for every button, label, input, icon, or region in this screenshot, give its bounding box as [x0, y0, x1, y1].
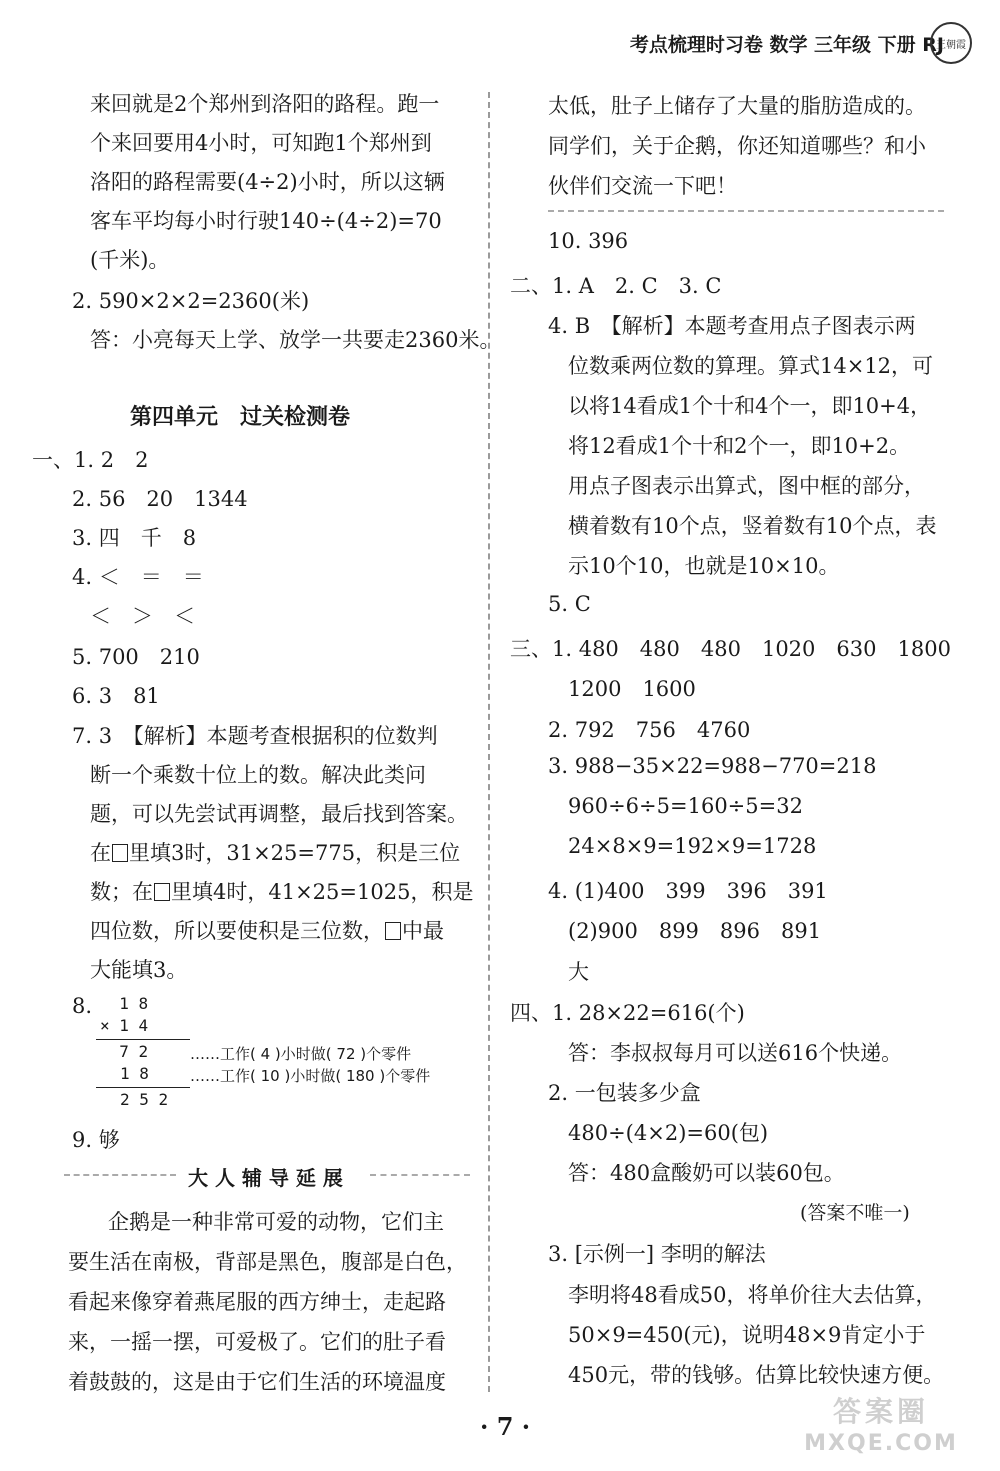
column-divider	[488, 92, 490, 1392]
text-line: 50×9=450(元)，说明48×9肯定小于	[568, 1323, 926, 1347]
answer-line: 1200 1600	[568, 677, 696, 701]
answer-line: 24×8×9=192×9=1728	[568, 834, 817, 858]
answer-line: 2. 56 20 1344	[72, 487, 248, 511]
note-line: (答案不唯一)	[800, 1202, 910, 1224]
answer-line: 5. C	[548, 592, 591, 616]
extension-title: 大 人 辅 导 延 展	[188, 1166, 343, 1190]
publisher-logo: 王朝霞	[930, 22, 972, 64]
section-title: 第四单元 过关检测卷	[130, 405, 351, 430]
text-line: 太低，肚子上储存了大量的脂肪造成的。	[548, 94, 926, 118]
partial-product-row: 1 8	[120, 1064, 149, 1083]
answer-line: 10. 396	[548, 229, 629, 253]
answer-line: 二、1. A 2. C 3. C	[510, 274, 722, 298]
text-line: 洛阳的路程需要(4÷2)小时，所以这辆	[90, 170, 445, 194]
answer-line: 答：小亮每天上学、放学一共要走2360米。	[90, 328, 501, 352]
text-line: 以将14看成1个十和4个一，即10+4，	[568, 394, 932, 418]
page-number: · 7 ·	[480, 1412, 531, 1441]
answer-line: 960÷6÷5=160÷5=32	[568, 794, 803, 818]
answer-line: 6. 3 81	[72, 684, 160, 708]
text-line: 断一个乘数十位上的数。解决此类问	[90, 763, 426, 787]
watermark	[786, 1396, 976, 1462]
multiplicand-row: 1 8	[100, 994, 149, 1013]
answer-line: 5. 700 210	[72, 645, 200, 669]
answer-line: 三、1. 480 480 480 1020 630 1800	[510, 637, 951, 661]
question-number: 8.	[72, 994, 93, 1018]
text-line: 位数乘两位数的算理。算式14×12，可	[568, 354, 934, 378]
separator	[64, 1174, 176, 1176]
product-row: 2 5 2	[120, 1090, 169, 1109]
partial-note: ……工作( 10 )小时做( 180 )个零件	[190, 1067, 431, 1085]
answer-line: (2)900 899 896 891	[568, 919, 822, 943]
separator	[548, 210, 944, 212]
answer-line: 3. [示例一] 李明的解法	[548, 1242, 766, 1266]
text-line: 数；在 里填4时，41×25=1025，积是	[90, 880, 474, 904]
text-line: 450元，带的钱够。估算比较快速方便。	[568, 1363, 945, 1387]
text-line: 来，一摇一摆，可爱极了。它们的肚子看	[68, 1330, 446, 1354]
blank-box	[112, 844, 128, 862]
text-line: 四位数，所以要使积是三位数， 中最	[90, 919, 444, 943]
text-line: 将12看成1个十和2个一，即10+2。	[568, 434, 911, 458]
text-line: 着鼓鼓的，这是由于它们生活的环境温度	[68, 1370, 446, 1394]
text-line: (千米)。	[90, 248, 170, 272]
answer-line: 四、1. 28×22=616(个)	[510, 1001, 745, 1025]
calc-rule	[96, 1087, 190, 1088]
answer-line: 7. 3 【解析】本题考查根据积的位数判	[72, 724, 438, 748]
blank-box	[154, 883, 170, 901]
calc-rule	[96, 1039, 190, 1040]
answer-line: 3. 四 千 8	[72, 526, 197, 550]
answer-line: 2. 一包装多少盒	[548, 1081, 701, 1105]
partial-product-row: 7 2	[100, 1042, 149, 1061]
answer-line: ＜ ＞ ＜	[90, 604, 195, 628]
watermark-bottom: MXQE.COM	[804, 1431, 958, 1456]
page-header: 考点梳理时习卷 数学 三年级 下册 RJ	[629, 34, 944, 56]
text-line: 横着数有10个点，竖着数有10个点，表	[568, 514, 937, 538]
multiplier-row: × 1 4	[100, 1016, 149, 1035]
text-line: 来回就是2个郑州到洛阳的路程。跑一	[90, 92, 440, 116]
text-line: 大能填3。	[90, 958, 188, 982]
answer-line: 答：李叔叔每月可以送616个快递。	[568, 1041, 903, 1065]
answer-line: 2. 590×2×2=2360(米)	[72, 289, 310, 313]
answer-line: 480÷(4×2)=60(包)	[568, 1121, 769, 1145]
text-line: 客车平均每小时行驶140÷(4÷2)=70	[90, 209, 442, 233]
separator	[370, 1174, 470, 1176]
text-line: 在 里填3时，31×25=775，积是三位	[90, 841, 461, 865]
answer-line: 4. B 【解析】本题考查用点子图表示两	[548, 314, 916, 338]
text-line: 示10个10，也就是10×10。	[568, 554, 840, 578]
answer-line: 答：480盒酸奶可以装60包。	[568, 1161, 845, 1185]
answer-line: 4. (1)400 399 396 391	[548, 879, 828, 903]
text-line: 企鹅是一种非常可爱的动物，它们主	[108, 1210, 444, 1234]
answer-line: 9. 够	[72, 1128, 120, 1152]
text-line: 伙伴们交流一下吧！	[548, 174, 737, 198]
watermark-top: 答案圈	[832, 1395, 929, 1428]
blank-box	[385, 922, 401, 940]
answer-line: 一、1. 2 2	[32, 448, 149, 472]
text-line: 李明将48看成50，将单价往大去估算，	[568, 1283, 937, 1307]
text-line: 看起来像穿着燕尾服的西方绅士，走起路	[68, 1290, 446, 1314]
text-line: 题，可以先尝试再调整，最后找到答案。	[90, 802, 468, 826]
answer-line: 2. 792 756 4760	[548, 718, 751, 742]
text-line: 个来回要用4小时，可知跑1个郑州到	[90, 131, 432, 155]
text-line: 同学们，关于企鹅，你还知道哪些？和小	[548, 134, 926, 158]
text-line: 要生活在南极，背部是黑色，腹部是白色，	[68, 1250, 467, 1274]
answer-line: 大	[568, 960, 589, 984]
answer-line: 4. ＜ ＝ ＝	[72, 565, 204, 589]
partial-note: ……工作( 4 )小时做( 72 )个零件	[190, 1045, 412, 1063]
text-line: 用点子图表示出算式，图中框的部分，	[568, 474, 925, 498]
answer-line: 3. 988−35×22=988−770=218	[548, 754, 877, 778]
